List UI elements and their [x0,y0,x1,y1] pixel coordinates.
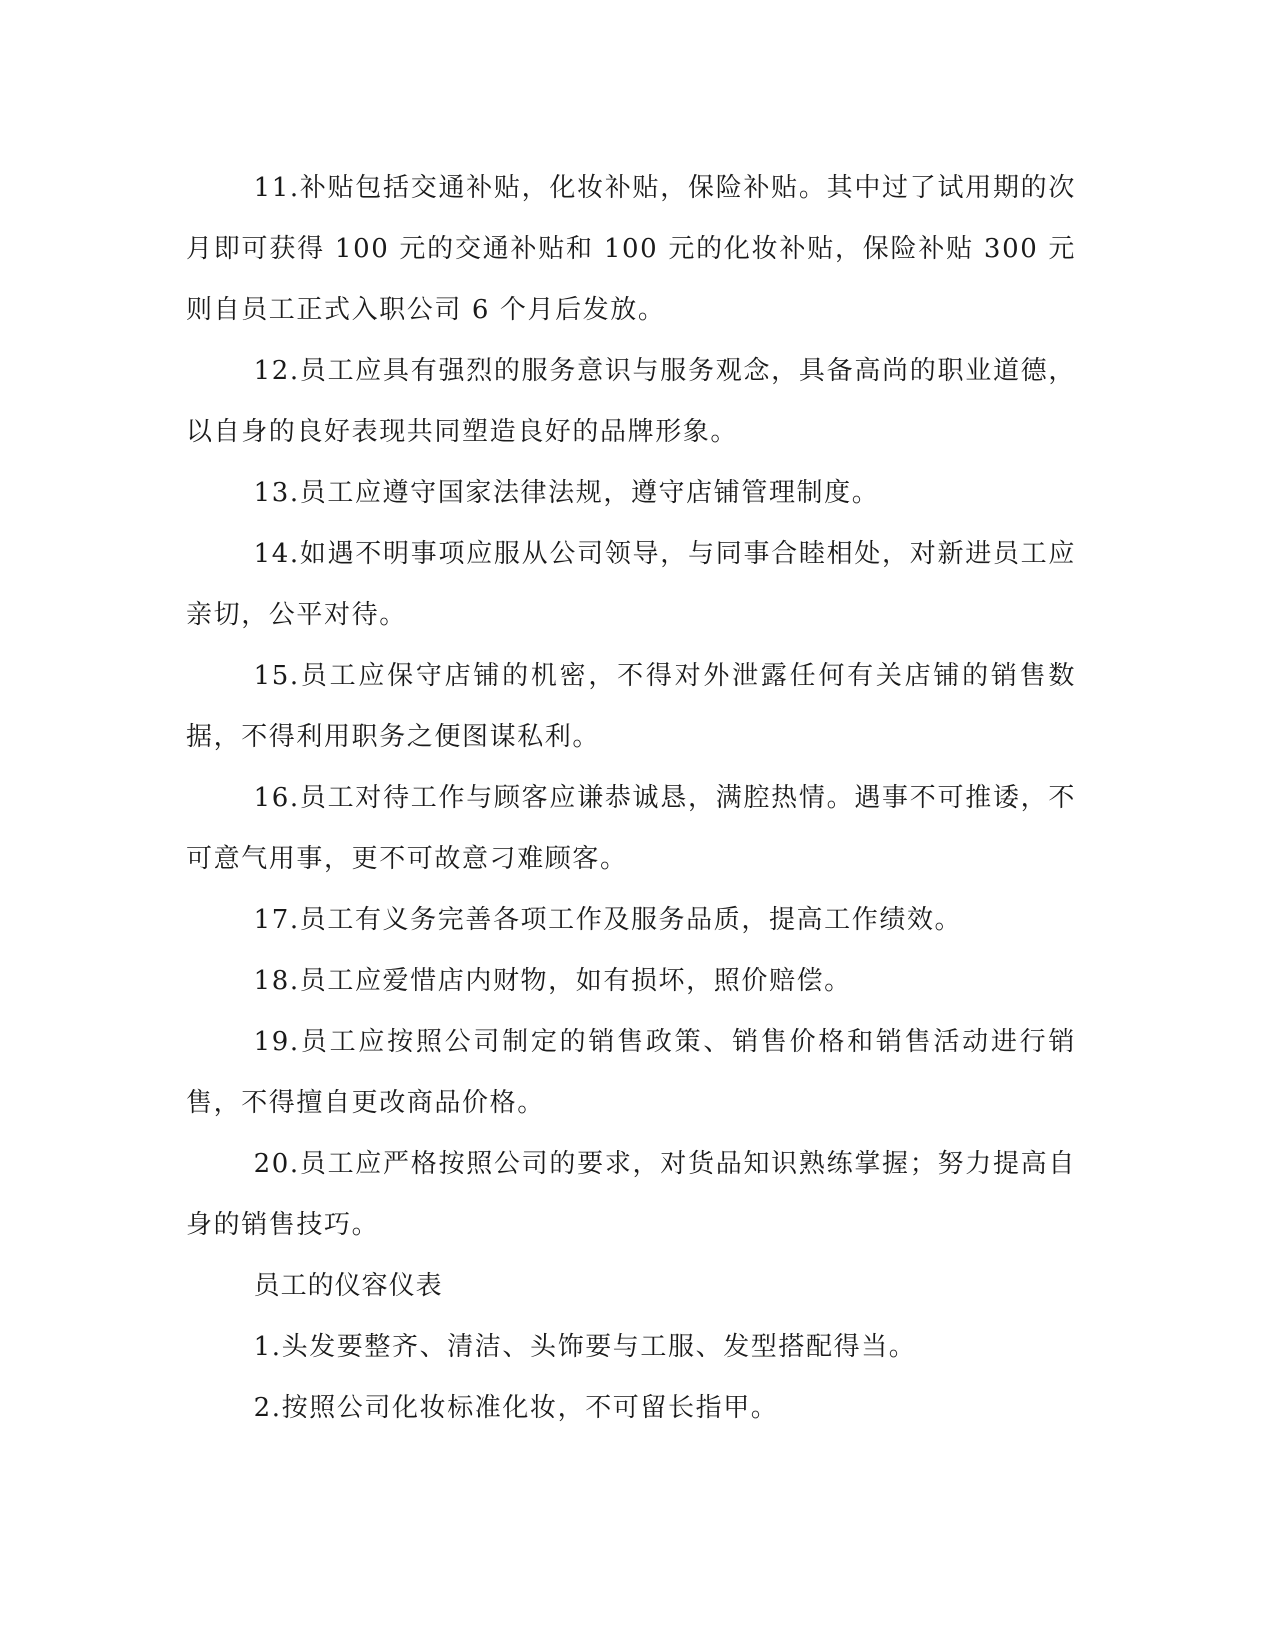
paragraph-16-customer-attitude: 16.员工对待工作与顾客应谦恭诚恳，满腔热情。遇事不可推诿，不可意气用事，更不可故意刁难顾客。 [186,783,1076,874]
paragraph-20-product-knowledge: 20.员工应严格按照公司的要求，对货品知识熟练掌握；努力提高自身的销售技巧。 [186,1149,1076,1240]
paragraph-appearance-1-hair: 1.头发要整齐、清洁、头饰要与工服、发型搭配得当。 [253,1332,917,1362]
section-heading-appearance: 员工的仪容仪表 [253,1271,443,1301]
paragraph-14-colleagues: 14.如遇不明事项应服从公司领导，与同事合睦相处，对新进员工应亲切，公平对待。 [186,539,1076,630]
paragraph-18-store-property: 18.员工应爱惜店内财物，如有损坏，照价赔偿。 [253,966,852,996]
paragraph-13-obey-laws: 13.员工应遵守国家法律法规，遵守店铺管理制度。 [253,478,880,508]
paragraph-19-sales-policy: 19.员工应按照公司制定的销售政策、销售价格和销售活动进行销售，不得擅自更改商品价格。 [186,1027,1076,1118]
paragraph-17-service-quality: 17.员工有义务完善各项工作及服务品质，提高工作绩效。 [253,905,963,935]
paragraph-appearance-2-makeup: 2.按照公司化妆标准化妆，不可留长指甲。 [253,1393,779,1423]
paragraph-15-confidentiality: 15.员工应保守店铺的机密，不得对外泄露任何有关店铺的销售数据，不得利用职务之便图谋私利。 [186,661,1076,752]
paragraph-12-service-awareness: 12.员工应具有强烈的服务意识与服务观念，具备高尚的职业道德，以自身的良好表现共同塑造良好的品牌形象。 [186,356,1076,447]
paragraph-11-subsidies: 11.补贴包括交通补贴，化妆补贴，保险补贴。其中过了试用期的次月即可获得 100 元的交通补贴和 100 元的化妆补贴，保险补贴 300 元则自员工正式入职公司 6 个月后发放。 [186,173,1076,325]
document-page [186,158,1076,1439]
